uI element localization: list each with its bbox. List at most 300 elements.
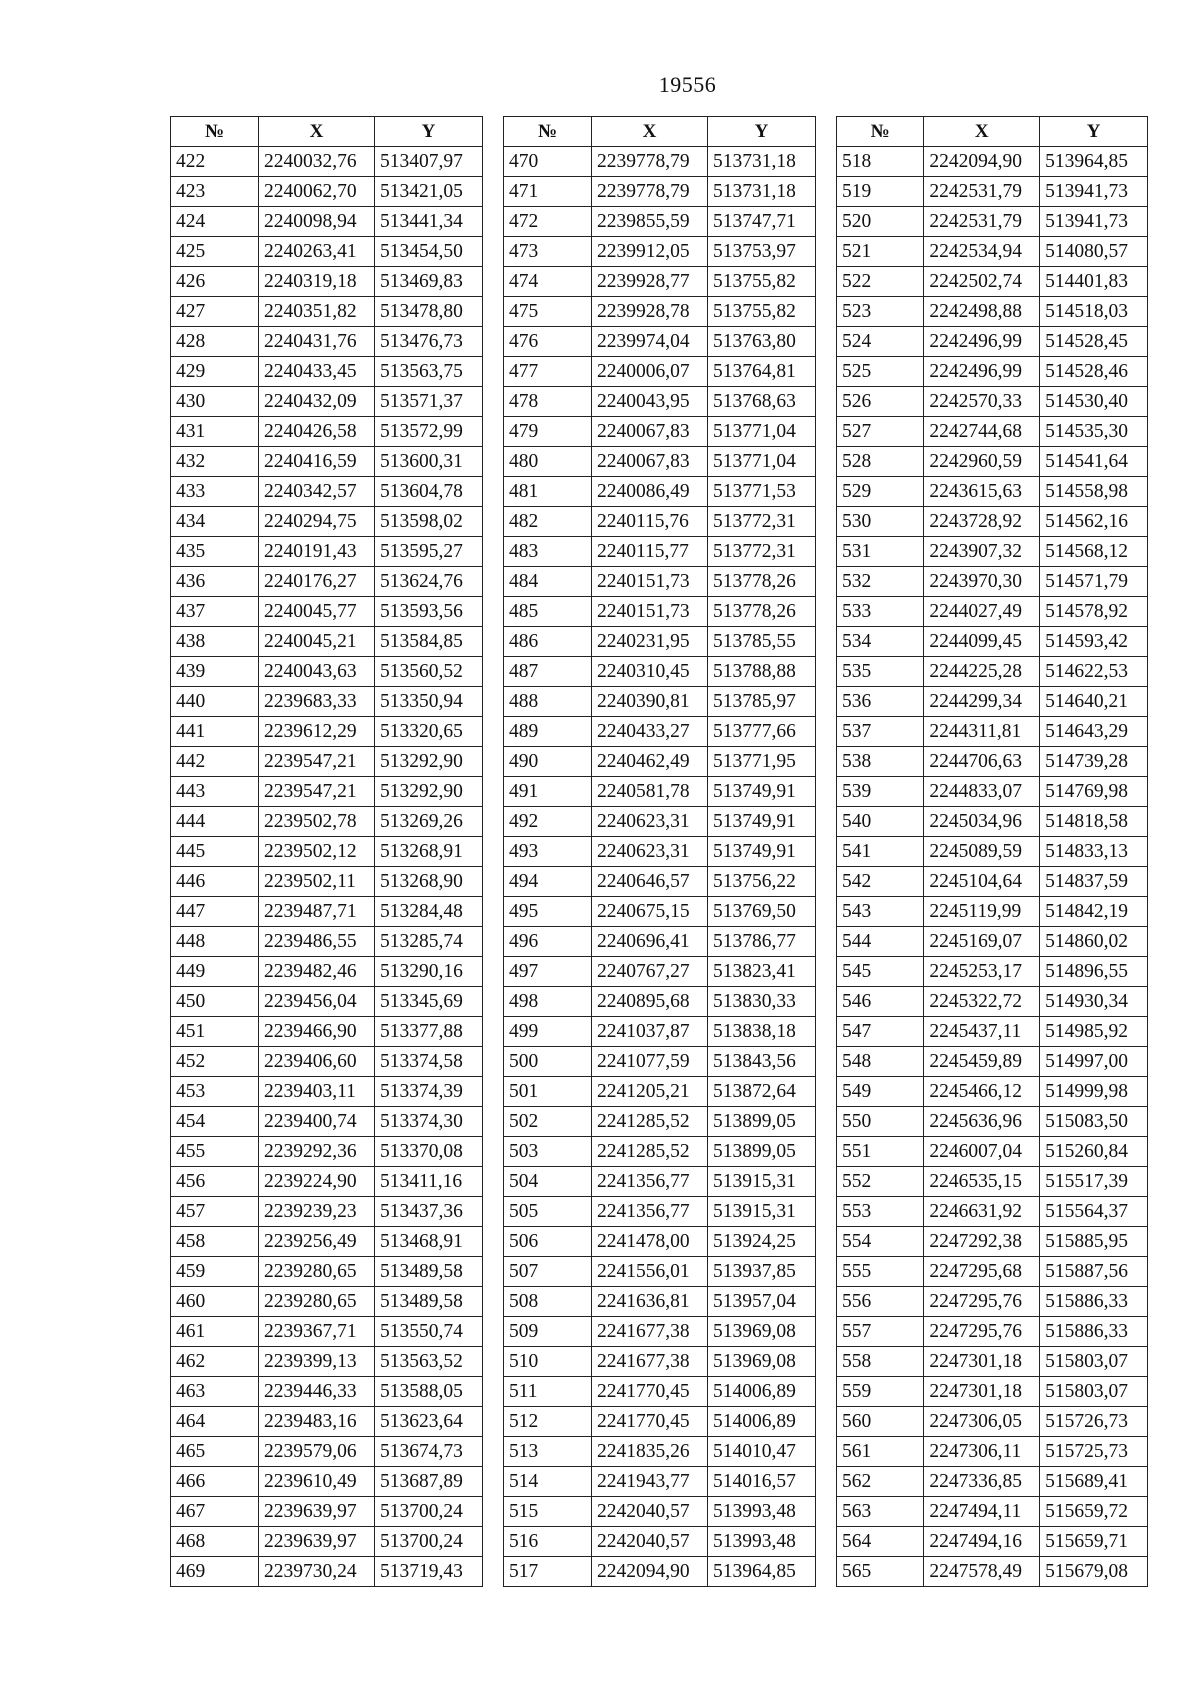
table-row: [171, 1437, 483, 1467]
y-coordinate-cell: 513731,18: [708, 147, 816, 177]
y-coordinate-cell: 513421,05: [375, 177, 483, 207]
coordinate-table-3: [836, 116, 1148, 1587]
y-coordinate-cell: 513771,04: [708, 417, 816, 447]
point-number-cell: 499: [504, 1017, 592, 1047]
table-row: [171, 747, 483, 777]
point-number-cell: 475: [504, 297, 592, 327]
table-row: [837, 1107, 1148, 1137]
table-row: [837, 567, 1148, 597]
x-coordinate-cell: 2239855,59: [592, 207, 708, 237]
table-row: [171, 777, 483, 807]
x-coordinate-cell: 2242531,79: [924, 207, 1040, 237]
y-coordinate-cell: 513285,74: [375, 927, 483, 957]
x-coordinate-cell: 2240263,41: [259, 237, 375, 267]
point-number-cell: 487: [504, 657, 592, 687]
y-coordinate-cell: 513623,64: [375, 1407, 483, 1437]
y-coordinate-cell: 513993,48: [708, 1527, 816, 1557]
y-coordinate-cell: 513269,26: [375, 807, 483, 837]
x-coordinate-cell: 2243615,63: [924, 477, 1040, 507]
table-row: [171, 357, 483, 387]
x-coordinate-cell: 2245034,96: [924, 807, 1040, 837]
y-coordinate-cell: 513830,33: [708, 987, 816, 1017]
table-row: [171, 717, 483, 747]
y-coordinate-cell: 513674,73: [375, 1437, 483, 1467]
y-coordinate-cell: 513753,97: [708, 237, 816, 267]
table-row: [171, 1317, 483, 1347]
y-coordinate-cell: 513411,16: [375, 1167, 483, 1197]
table-row: [504, 1377, 816, 1407]
x-coordinate-cell: 2247301,18: [924, 1377, 1040, 1407]
table-row: [171, 1077, 483, 1107]
x-coordinate-cell: 2240767,27: [592, 957, 708, 987]
table-row: [837, 537, 1148, 567]
x-coordinate-cell: 2245119,99: [924, 897, 1040, 927]
table-row: [837, 1347, 1148, 1377]
y-coordinate-cell: 513468,91: [375, 1227, 483, 1257]
table-row: [171, 147, 483, 177]
table-row: [504, 687, 816, 717]
table-row: [504, 537, 816, 567]
x-coordinate-cell: 2240431,76: [259, 327, 375, 357]
point-number-cell: 516: [504, 1527, 592, 1557]
table-row: [504, 1077, 816, 1107]
x-coordinate-cell: 2239403,11: [259, 1077, 375, 1107]
point-number-cell: 515: [504, 1497, 592, 1527]
y-coordinate-cell: 514080,57: [1040, 237, 1148, 267]
point-number-cell: 537: [837, 717, 924, 747]
y-coordinate-cell: 514833,13: [1040, 837, 1148, 867]
point-number-cell: 496: [504, 927, 592, 957]
y-coordinate-cell: 515659,72: [1040, 1497, 1148, 1527]
point-number-cell: 462: [171, 1347, 259, 1377]
table-row: [837, 1467, 1148, 1497]
y-coordinate-cell: 513937,85: [708, 1257, 816, 1287]
table-row: [504, 1167, 816, 1197]
x-coordinate-cell: 2240895,68: [592, 987, 708, 1017]
table-row: [504, 297, 816, 327]
point-number-cell: 554: [837, 1227, 924, 1257]
table-row: [171, 1017, 483, 1047]
table-row: [504, 1347, 816, 1377]
table-row: [504, 957, 816, 987]
point-number-cell: 539: [837, 777, 924, 807]
point-number-cell: 534: [837, 627, 924, 657]
point-number-cell: 508: [504, 1287, 592, 1317]
x-coordinate-cell: 2239256,49: [259, 1227, 375, 1257]
point-number-cell: 427: [171, 297, 259, 327]
point-number-cell: 483: [504, 537, 592, 567]
point-number-cell: 532: [837, 567, 924, 597]
y-coordinate-cell: 513823,41: [708, 957, 816, 987]
table-row: [504, 327, 816, 357]
point-number-cell: 526: [837, 387, 924, 417]
y-coordinate-cell: 513604,78: [375, 477, 483, 507]
table-row: [837, 807, 1148, 837]
point-number-cell: 498: [504, 987, 592, 1017]
table-row: [171, 807, 483, 837]
point-number-cell: 437: [171, 597, 259, 627]
point-number-cell: 458: [171, 1227, 259, 1257]
point-number-cell: 521: [837, 237, 924, 267]
x-coordinate-cell: 2245253,17: [924, 957, 1040, 987]
x-coordinate-cell: 2239639,97: [259, 1527, 375, 1557]
table-row: [171, 1107, 483, 1137]
point-number-cell: 513: [504, 1437, 592, 1467]
y-coordinate-cell: 513756,22: [708, 867, 816, 897]
point-number-cell: 559: [837, 1377, 924, 1407]
x-coordinate-cell: 2240581,78: [592, 777, 708, 807]
point-number-cell: 535: [837, 657, 924, 687]
point-number-cell: 527: [837, 417, 924, 447]
x-coordinate-cell: 2239483,16: [259, 1407, 375, 1437]
y-coordinate-cell: 513593,56: [375, 597, 483, 627]
point-number-cell: 422: [171, 147, 259, 177]
x-coordinate-cell: 2247295,68: [924, 1257, 1040, 1287]
table-row: [837, 477, 1148, 507]
y-coordinate-cell: 514528,46: [1040, 357, 1148, 387]
point-number-cell: 445: [171, 837, 259, 867]
y-coordinate-cell: 514640,21: [1040, 687, 1148, 717]
table-row: [837, 1407, 1148, 1437]
x-coordinate-cell: 2239912,05: [592, 237, 708, 267]
point-number-cell: 553: [837, 1197, 924, 1227]
x-coordinate-cell: 2239224,90: [259, 1167, 375, 1197]
point-number-cell: 469: [171, 1557, 259, 1587]
x-coordinate-cell: 2241478,00: [592, 1227, 708, 1257]
table-row: [504, 507, 816, 537]
y-coordinate-cell: 513292,90: [375, 747, 483, 777]
y-coordinate-cell: 513441,34: [375, 207, 483, 237]
y-coordinate-cell: 513969,08: [708, 1347, 816, 1377]
y-coordinate-cell: 514401,83: [1040, 267, 1148, 297]
x-coordinate-cell: 2244311,81: [924, 717, 1040, 747]
x-coordinate-cell: 2239367,71: [259, 1317, 375, 1347]
point-number-cell: 509: [504, 1317, 592, 1347]
y-coordinate-cell: 514535,30: [1040, 417, 1148, 447]
x-coordinate-cell: 2242531,79: [924, 177, 1040, 207]
table-row: [837, 267, 1148, 297]
x-coordinate-cell: 2239399,13: [259, 1347, 375, 1377]
x-coordinate-cell: 2242502,74: [924, 267, 1040, 297]
y-coordinate-cell: 514999,98: [1040, 1077, 1148, 1107]
y-coordinate-cell: 513437,36: [375, 1197, 483, 1227]
point-number-cell: 457: [171, 1197, 259, 1227]
x-coordinate-cell: 2247306,05: [924, 1407, 1040, 1437]
y-coordinate-cell: 513899,05: [708, 1107, 816, 1137]
table-row: [171, 837, 483, 867]
point-number-cell: 489: [504, 717, 592, 747]
table-row: [171, 987, 483, 1017]
point-number-cell: 560: [837, 1407, 924, 1437]
point-number-cell: 504: [504, 1167, 592, 1197]
x-coordinate-cell: 2239928,77: [592, 267, 708, 297]
point-number-cell: 477: [504, 357, 592, 387]
point-number-cell: 522: [837, 267, 924, 297]
point-number-cell: 495: [504, 897, 592, 927]
x-coordinate-cell: 2240675,15: [592, 897, 708, 927]
table-row: [171, 1557, 483, 1587]
x-coordinate-cell: 2240390,81: [592, 687, 708, 717]
table-row: [837, 777, 1148, 807]
point-number-cell: 564: [837, 1527, 924, 1557]
x-coordinate-cell: 2240646,57: [592, 867, 708, 897]
point-number-cell: 493: [504, 837, 592, 867]
point-number-cell: 463: [171, 1377, 259, 1407]
x-coordinate-cell: 2240426,58: [259, 417, 375, 447]
y-coordinate-cell: 513838,18: [708, 1017, 816, 1047]
y-coordinate-cell: 513700,24: [375, 1527, 483, 1557]
x-coordinate-cell: 2239502,78: [259, 807, 375, 837]
table-row: [504, 657, 816, 687]
x-coordinate-cell: 2244027,49: [924, 597, 1040, 627]
x-coordinate-cell: 2239683,33: [259, 687, 375, 717]
x-coordinate-cell: 2241556,01: [592, 1257, 708, 1287]
x-coordinate-cell: 2245466,12: [924, 1077, 1040, 1107]
y-coordinate-cell: 515886,33: [1040, 1287, 1148, 1317]
x-coordinate-cell: 2240115,76: [592, 507, 708, 537]
table-row: [837, 1017, 1148, 1047]
x-coordinate-cell: 2239292,36: [259, 1137, 375, 1167]
table-row: [171, 237, 483, 267]
point-number-cell: 510: [504, 1347, 592, 1377]
table-row: [504, 777, 816, 807]
y-coordinate-cell: 513755,82: [708, 297, 816, 327]
x-coordinate-cell: 2247306,11: [924, 1437, 1040, 1467]
table-row: [837, 177, 1148, 207]
table-row: [504, 147, 816, 177]
x-coordinate-cell: 2247336,85: [924, 1467, 1040, 1497]
point-number-cell: 480: [504, 447, 592, 477]
table-row: [837, 927, 1148, 957]
x-coordinate-cell: 2240151,73: [592, 597, 708, 627]
y-coordinate-cell: 515260,84: [1040, 1137, 1148, 1167]
point-number-cell: 485: [504, 597, 592, 627]
x-coordinate-cell: 2240351,82: [259, 297, 375, 327]
header-y: Y: [1040, 117, 1148, 147]
header-number: №: [504, 117, 592, 147]
point-number-cell: 520: [837, 207, 924, 237]
x-coordinate-cell: 2245169,07: [924, 927, 1040, 957]
y-coordinate-cell: 514541,64: [1040, 447, 1148, 477]
x-coordinate-cell: 2244833,07: [924, 777, 1040, 807]
y-coordinate-cell: 515689,41: [1040, 1467, 1148, 1497]
y-coordinate-cell: 513969,08: [708, 1317, 816, 1347]
point-number-cell: 426: [171, 267, 259, 297]
point-number-cell: 473: [504, 237, 592, 267]
y-coordinate-cell: 514562,16: [1040, 507, 1148, 537]
point-number-cell: 561: [837, 1437, 924, 1467]
table-row: [171, 477, 483, 507]
x-coordinate-cell: 2243907,32: [924, 537, 1040, 567]
x-coordinate-cell: 2240433,27: [592, 717, 708, 747]
y-coordinate-cell: 513563,75: [375, 357, 483, 387]
point-number-cell: 550: [837, 1107, 924, 1137]
y-coordinate-cell: 514739,28: [1040, 747, 1148, 777]
table-row: [171, 957, 483, 987]
table-row: [504, 1437, 816, 1467]
y-coordinate-cell: 513771,95: [708, 747, 816, 777]
y-coordinate-cell: 513957,04: [708, 1287, 816, 1317]
table-row: [504, 567, 816, 597]
point-number-cell: 459: [171, 1257, 259, 1287]
point-number-cell: 502: [504, 1107, 592, 1137]
y-coordinate-cell: 513719,43: [375, 1557, 483, 1587]
x-coordinate-cell: 2244099,45: [924, 627, 1040, 657]
point-number-cell: 431: [171, 417, 259, 447]
x-coordinate-cell: 2240462,49: [592, 747, 708, 777]
table-row: [171, 1257, 483, 1287]
x-coordinate-cell: 2241770,45: [592, 1377, 708, 1407]
table-row: [504, 717, 816, 747]
table-row: [837, 957, 1148, 987]
y-coordinate-cell: 515659,71: [1040, 1527, 1148, 1557]
table-row: [171, 1137, 483, 1167]
x-coordinate-cell: 2241285,52: [592, 1107, 708, 1137]
point-number-cell: 449: [171, 957, 259, 987]
point-number-cell: 512: [504, 1407, 592, 1437]
table-row: [504, 357, 816, 387]
y-coordinate-cell: 514896,55: [1040, 957, 1148, 987]
point-number-cell: 433: [171, 477, 259, 507]
x-coordinate-cell: 2242534,94: [924, 237, 1040, 267]
point-number-cell: 552: [837, 1167, 924, 1197]
x-coordinate-cell: 2240045,77: [259, 597, 375, 627]
table-row: [504, 1557, 816, 1587]
table-row: [171, 1527, 483, 1557]
x-coordinate-cell: 2239610,49: [259, 1467, 375, 1497]
table-row: [504, 1227, 816, 1257]
point-number-cell: 460: [171, 1287, 259, 1317]
table-row: [837, 747, 1148, 777]
y-coordinate-cell: 513764,81: [708, 357, 816, 387]
y-coordinate-cell: 513624,76: [375, 567, 483, 597]
table-row: [171, 387, 483, 417]
x-coordinate-cell: 2242094,90: [924, 147, 1040, 177]
y-coordinate-cell: 515803,07: [1040, 1377, 1148, 1407]
table-row: [837, 1167, 1148, 1197]
point-number-cell: 472: [504, 207, 592, 237]
y-coordinate-cell: 513454,50: [375, 237, 483, 267]
x-coordinate-cell: 2240623,31: [592, 807, 708, 837]
x-coordinate-cell: 2247295,76: [924, 1287, 1040, 1317]
x-coordinate-cell: 2240191,43: [259, 537, 375, 567]
x-coordinate-cell: 2239974,04: [592, 327, 708, 357]
x-coordinate-cell: 2242496,99: [924, 357, 1040, 387]
table-row: [504, 897, 816, 927]
table-row: [504, 627, 816, 657]
point-number-cell: 438: [171, 627, 259, 657]
point-number-cell: 423: [171, 177, 259, 207]
y-coordinate-cell: 515887,56: [1040, 1257, 1148, 1287]
table-row: [837, 1317, 1148, 1347]
y-coordinate-cell: 513731,18: [708, 177, 816, 207]
table-row: [504, 1407, 816, 1437]
y-coordinate-cell: 513749,91: [708, 807, 816, 837]
y-coordinate-cell: 513370,08: [375, 1137, 483, 1167]
table-row: [504, 1017, 816, 1047]
header-x: X: [924, 117, 1040, 147]
y-coordinate-cell: 514985,92: [1040, 1017, 1148, 1047]
point-number-cell: 444: [171, 807, 259, 837]
y-coordinate-cell: 515886,33: [1040, 1317, 1148, 1347]
point-number-cell: 565: [837, 1557, 924, 1587]
x-coordinate-cell: 2240067,83: [592, 417, 708, 447]
point-number-cell: 536: [837, 687, 924, 717]
point-number-cell: 517: [504, 1557, 592, 1587]
x-coordinate-cell: 2245089,59: [924, 837, 1040, 867]
x-coordinate-cell: 2240045,21: [259, 627, 375, 657]
y-coordinate-cell: 514997,00: [1040, 1047, 1148, 1077]
x-coordinate-cell: 2247494,11: [924, 1497, 1040, 1527]
y-coordinate-cell: 514860,02: [1040, 927, 1148, 957]
y-coordinate-cell: 514530,40: [1040, 387, 1148, 417]
y-coordinate-cell: 513749,91: [708, 837, 816, 867]
y-coordinate-cell: 513292,90: [375, 777, 483, 807]
x-coordinate-cell: 2239280,65: [259, 1257, 375, 1287]
y-coordinate-cell: 513563,52: [375, 1347, 483, 1377]
x-coordinate-cell: 2240043,95: [592, 387, 708, 417]
point-number-cell: 488: [504, 687, 592, 717]
point-number-cell: 529: [837, 477, 924, 507]
point-number-cell: 501: [504, 1077, 592, 1107]
y-coordinate-cell: 513915,31: [708, 1197, 816, 1227]
table-header-row: [504, 117, 816, 147]
point-number-cell: 484: [504, 567, 592, 597]
y-coordinate-cell: 515564,37: [1040, 1197, 1148, 1227]
table-row: [504, 1107, 816, 1137]
y-coordinate-cell: 514593,42: [1040, 627, 1148, 657]
y-coordinate-cell: 513785,97: [708, 687, 816, 717]
y-coordinate-cell: 513588,05: [375, 1377, 483, 1407]
point-number-cell: 430: [171, 387, 259, 417]
point-number-cell: 456: [171, 1167, 259, 1197]
y-coordinate-cell: 515885,95: [1040, 1227, 1148, 1257]
table-row: [837, 327, 1148, 357]
y-coordinate-cell: 513284,48: [375, 897, 483, 927]
y-coordinate-cell: 513788,88: [708, 657, 816, 687]
point-number-cell: 544: [837, 927, 924, 957]
y-coordinate-cell: 513747,71: [708, 207, 816, 237]
table-row: [171, 417, 483, 447]
y-coordinate-cell: 514578,92: [1040, 597, 1148, 627]
x-coordinate-cell: 2239778,79: [592, 177, 708, 207]
y-coordinate-cell: 513320,65: [375, 717, 483, 747]
point-number-cell: 530: [837, 507, 924, 537]
y-coordinate-cell: 513598,02: [375, 507, 483, 537]
y-coordinate-cell: 513924,25: [708, 1227, 816, 1257]
table-row: [837, 207, 1148, 237]
x-coordinate-cell: 2241285,52: [592, 1137, 708, 1167]
x-coordinate-cell: 2239400,74: [259, 1107, 375, 1137]
point-number-cell: 446: [171, 867, 259, 897]
y-coordinate-cell: 513785,55: [708, 627, 816, 657]
y-coordinate-cell: 513964,85: [1040, 147, 1148, 177]
x-coordinate-cell: 2240319,18: [259, 267, 375, 297]
y-coordinate-cell: 514006,89: [708, 1377, 816, 1407]
table-row: [837, 1527, 1148, 1557]
table-row: [171, 1467, 483, 1497]
x-coordinate-cell: 2240432,09: [259, 387, 375, 417]
table-row: [171, 1197, 483, 1227]
y-coordinate-cell: 515726,73: [1040, 1407, 1148, 1437]
x-coordinate-cell: 2241356,77: [592, 1167, 708, 1197]
y-coordinate-cell: 513941,73: [1040, 207, 1148, 237]
y-coordinate-cell: 513700,24: [375, 1497, 483, 1527]
table-row: [504, 987, 816, 1017]
point-number-cell: 506: [504, 1227, 592, 1257]
y-coordinate-cell: 513993,48: [708, 1497, 816, 1527]
x-coordinate-cell: 2240231,95: [592, 627, 708, 657]
